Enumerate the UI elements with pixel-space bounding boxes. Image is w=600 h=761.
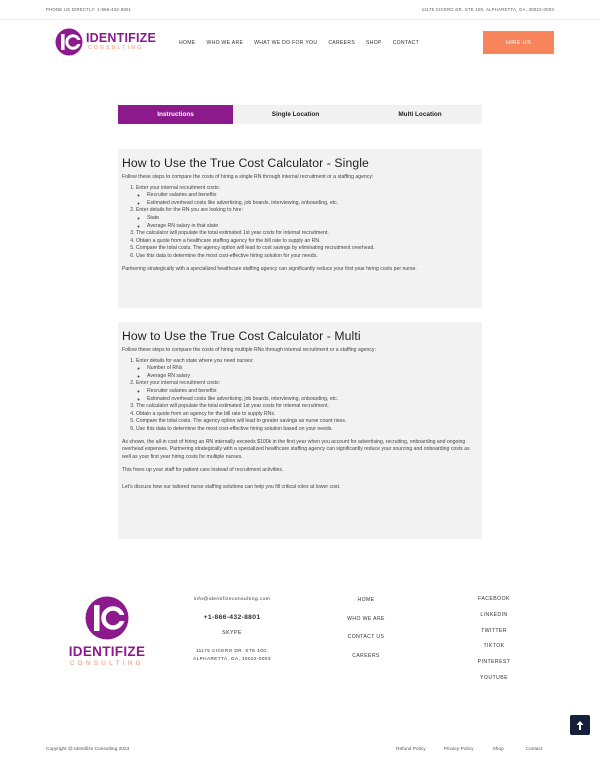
nav-contact[interactable]: CONTACT [392,40,420,46]
bottom-link-shop[interactable]: Shop [492,747,504,752]
multi-step-1-sublist [147,365,478,380]
single-step-1 [136,185,478,208]
nav-shop[interactable]: SHOP [366,40,382,46]
topbar-phone[interactable]: PHONE US DIRECTLY: 1-866-432-8801 [46,7,132,12]
multi-paragraph-3: Let's discuss how our tailored nurse staffing solutions can help you fill critical roles at lower cost. [122,483,341,490]
copyright-text: Copyright @ Identifize Consulting 2023 [46,747,130,752]
footer-nav-column [320,597,412,671]
footer-logo[interactable] [57,596,157,674]
tab-multi-location[interactable]: Multi Location [398,111,442,118]
calculator-tabs [118,105,482,124]
multi-step-4: 4. Obtain a quote from an agency for the bill rate to supply RNs. [136,411,478,419]
tab-instructions[interactable]: Instructions [118,105,233,124]
single-step-1-sub-2: ◦ Estimated overhead costs like advertising, job boards, interviewing, onboarding, etc. [147,200,478,208]
arrow-up-icon [576,721,584,730]
single-step-2 [136,207,478,230]
single-step-1-sublist [147,192,478,207]
single-steps [136,185,478,261]
multi-step-2 [136,380,478,403]
footer-address-line-1: 11175 CICERO DR. STE 100, [195,648,269,653]
footer-contact-column [176,597,288,662]
multi-paragraph-1: As shown, the all-in cost of hiring an RN internally exceeds $100k in the first year when you account for advertising, recruiting, onboarding and ongoing overhead expenses. Partnering strategically with a specialized healthcare staffing agency can significantly reduce your sourcing and onboarding costs as well as your first year hiring costs for multiple nurses. [122,438,470,460]
single-title: How to Use the True Cost Calculator - Single [122,156,369,170]
footer-address-line-2: ALPHARETTA, GA, 30022-0003 [193,655,271,661]
social-tiktok[interactable]: TIKTOK [483,643,505,650]
bottom-link-privacy[interactable]: Privacy Policy [443,747,474,752]
single-intro: Follow these steps to compare the costs of hiring a single RN through internal recruitment or a staffing agency: [122,174,374,180]
single-instructions-card [118,149,482,308]
single-step-5: 5. Compare the total costs. The agency option will lead to cost savings by eliminating recruitment overhead. [136,245,478,253]
bottom-bar [0,744,600,761]
footer-social-column [450,596,538,691]
multi-step-1-sub-2: ◦ Average RN salary [147,373,478,381]
footer-link-contact-us[interactable]: CONTACT US [347,634,385,640]
bottom-links [396,747,542,752]
social-twitter[interactable]: TWITTER [481,627,507,634]
social-linkedin[interactable]: LINKEDIN [480,611,508,618]
footer-skype[interactable]: SKYPE [222,630,242,636]
single-step-4: 4. Obtain a quote from a healthcare staffing agency for the bill rate to supply an RN. [136,238,478,246]
footer-link-careers[interactable]: CAREERS [352,652,380,659]
social-youtube[interactable]: YOUTUBE [480,674,508,681]
single-step-1-text: Enter your internal recruitment costs: [136,184,220,191]
footer-logo-mark-icon [85,596,129,640]
site-header [0,20,600,66]
logo-wordmark: IDENTIFIZE [86,31,157,45]
social-pinterest[interactable]: PINTEREST [477,659,511,666]
back-to-top-button[interactable] [570,715,590,735]
multi-step-5: 5. Compare the total costs. The agency option will lead to greater savings as nurse count rises. [136,418,478,426]
single-step-2-sublist [147,215,478,230]
multi-step-1 [136,358,478,381]
single-step-6: 6. Use this data to determine the most cost-effective hiring solution for your needs. [136,253,478,261]
multi-step-2-text: Enter your internal recruitment costs: [136,380,220,387]
top-info-bar [0,0,600,20]
nav-home[interactable]: HOME [179,40,196,46]
multi-title: How to Use the True Cost Calculator - Multi [122,329,361,343]
multi-step-6: 6. Use this data to determine the most cost-effective hiring solution based on your needs. [136,426,478,434]
logo-mark-icon [55,28,83,56]
hire-us-button[interactable]: HIRE US [483,31,554,54]
multi-intro: Follow these steps to compare the costs of hiring multiple RNs through internal recruitment or a staffing agency: [122,347,376,353]
single-step-2-sub-1: ◦ State [147,215,478,223]
single-step-3: 3. The calculator will populate the total estimated 1st year costs for internal recruitment. [136,230,478,238]
logo-tagline: CONSULTING [88,45,144,51]
multi-step-2-sub-2: ◦ Estimated overhead costs like advertising, job boards, interviewing, onboarding, etc. [147,396,478,404]
nav-who-we-are[interactable]: WHO WE ARE [206,40,244,46]
main-nav [179,40,419,46]
multi-step-1-sub-1: ◦ Number of RNs [147,365,478,373]
multi-paragraph-2: This frees up your staff for patient care instead of recruitment activities. [122,467,284,474]
site-logo[interactable] [55,28,167,56]
bottom-link-contact[interactable]: Contact [525,747,543,752]
footer-logo-tagline: CONSULTING [70,661,144,667]
footer-logo-wordmark: IDENTIFIZE [68,644,146,659]
multi-steps [136,358,478,434]
footer-link-home[interactable]: HOME [357,597,375,603]
single-step-2-sub-2: ◦ Average RN salary in that state [147,223,478,231]
single-step-2-text: Enter details for the RN you are looking to hire: [136,207,243,214]
nav-careers[interactable]: CAREERS [328,40,356,46]
multi-step-2-sublist [147,388,478,403]
bottom-link-refund[interactable]: Refund Policy [396,747,426,752]
nav-what-we-do[interactable]: WHAT WE DO FOR YOU [254,40,318,46]
tab-single-location[interactable]: Single Location [271,111,320,118]
multi-step-3: 3. The calculator will populate the total estimated 1st year costs for internal recruitment. [136,403,478,411]
single-closing: Partnering strategically with a specialized healthcare staffing agency can significantly reduce your first year hiring costs per nurse. [122,265,417,272]
footer-link-who-we-are[interactable]: WHO WE ARE [347,615,385,622]
social-facebook[interactable]: FACEBOOK [478,596,510,602]
multi-step-1-text: Enter details for each state where you need nurses: [136,357,254,364]
multi-step-2-sub-1: ◦ Recruiter salaries and benefits [147,388,478,396]
multi-instructions-card [118,322,482,539]
footer-phone[interactable]: +1-866-432-8801 [203,614,261,621]
footer-email[interactable]: info@identifizeconsulting.com [193,597,271,602]
single-step-1-sub-1: ◦ Recruiter salaries and benefits [147,192,478,200]
topbar-address: 11175 CICERO DR. STE 100, ALPHARETTA, GA, 30022-0003 [421,7,554,12]
